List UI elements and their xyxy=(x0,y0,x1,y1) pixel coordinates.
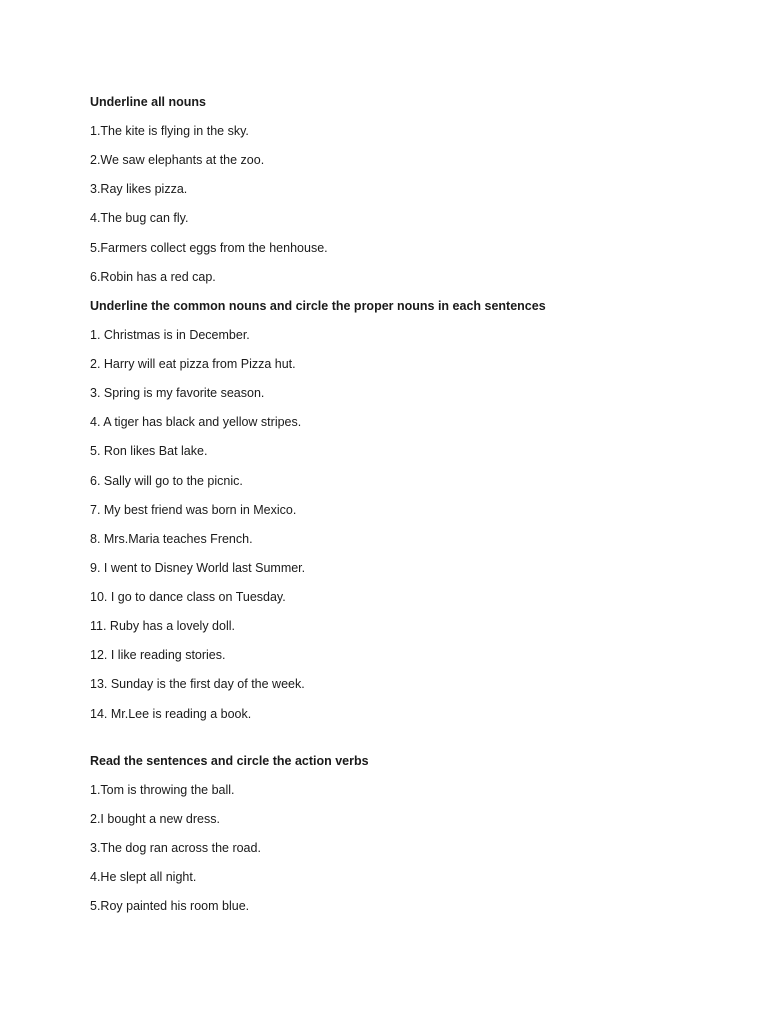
section-2-item-7: 7. My best friend was born in Mexico. xyxy=(90,503,297,517)
section-3-item-3: 3.The dog ran across the road. xyxy=(90,841,261,855)
section-3-item-1: 1.Tom is throwing the ball. xyxy=(90,783,235,797)
section-2-item-14: 14. Mr.Lee is reading a book. xyxy=(90,707,252,721)
section-2-item-2: 2. Harry will eat pizza from Pizza hut. xyxy=(90,357,296,371)
section-3-item-5: 5.Roy painted his room blue. xyxy=(90,899,250,913)
section-2-item-13: 13. Sunday is the first day of the week. xyxy=(90,677,305,691)
section-2-item-3: 3. Spring is my favorite season. xyxy=(90,386,265,400)
section-1-item-1: 1.The kite is flying in the sky. xyxy=(90,124,249,138)
section-2-item-4: 4. A tiger has black and yellow stripes. xyxy=(90,415,302,429)
section-1-item-5: 5.Farmers collect eggs from the henhouse. xyxy=(90,241,328,255)
section-1-item-6: 6.Robin has a red cap. xyxy=(90,270,216,284)
section-2-item-10: 10. I go to dance class on Tuesday. xyxy=(90,590,286,604)
section-2-item-1: 1. Christmas is in December. xyxy=(90,328,250,342)
section-2-heading: Underline the common nouns and circle the proper nouns in each sentences xyxy=(90,299,546,313)
section-3-item-4: 4.He slept all night. xyxy=(90,870,197,884)
section-2-item-5: 5. Ron likes Bat lake. xyxy=(90,444,208,458)
section-2-item-12: 12. I like reading stories. xyxy=(90,648,226,662)
section-2-item-11: 11. Ruby has a lovely doll. xyxy=(90,619,235,633)
section-1-item-3: 3.Ray likes pizza. xyxy=(90,182,188,196)
section-2-item-6: 6. Sally will go to the picnic. xyxy=(90,474,243,488)
section-1-item-4: 4.The bug can fly. xyxy=(90,211,189,225)
section-3-item-2: 2.I bought a new dress. xyxy=(90,812,220,826)
section-2-item-9: 9. I went to Disney World last Summer. xyxy=(90,561,306,575)
section-1-item-2: 2.We saw elephants at the zoo. xyxy=(90,153,265,167)
section-2-item-8: 8. Mrs.Maria teaches French. xyxy=(90,532,253,546)
section-3-heading: Read the sentences and circle the action verbs xyxy=(90,754,369,768)
section-1-heading: Underline all nouns xyxy=(90,95,206,109)
